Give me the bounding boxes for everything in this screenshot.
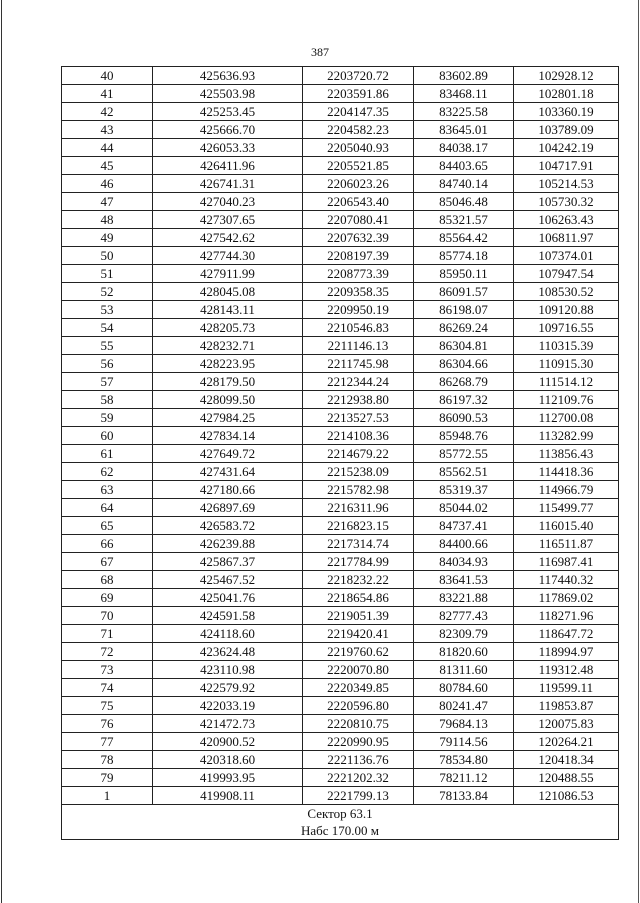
table-body <box>62 67 619 805</box>
x-local-cell: 84740.14 <box>414 175 514 193</box>
y-local-cell: 102928.12 <box>514 67 619 85</box>
y-local-cell: 115499.77 <box>514 499 619 517</box>
y-coord-cell: 2216823.15 <box>303 517 414 535</box>
x-local-cell: 82309.79 <box>414 625 514 643</box>
y-coord-cell: 2217784.99 <box>303 553 414 571</box>
elevation-label: Набс 170.00 м <box>300 823 380 838</box>
y-coord-cell: 2208773.39 <box>303 265 414 283</box>
x-local-cell: 78211.12 <box>414 769 514 787</box>
x-coord-cell: 419908.11 <box>153 787 303 805</box>
x-local-cell: 80241.47 <box>414 697 514 715</box>
y-coord-cell: 2205040.93 <box>303 139 414 157</box>
x-local-cell: 85950.11 <box>414 265 514 283</box>
point-number-cell: 52 <box>62 283 153 301</box>
point-number-cell: 56 <box>62 355 153 373</box>
x-coord-cell: 427180.66 <box>153 481 303 499</box>
x-coord-cell: 427040.23 <box>153 193 303 211</box>
y-coord-cell: 2207080.41 <box>303 211 414 229</box>
point-number-cell: 75 <box>62 697 153 715</box>
y-coord-cell: 2211745.98 <box>303 355 414 373</box>
y-coord-cell: 2209358.35 <box>303 283 414 301</box>
x-local-cell: 86198.07 <box>414 301 514 319</box>
y-local-cell: 114418.36 <box>514 463 619 481</box>
table-row <box>62 445 619 463</box>
point-number-cell: 44 <box>62 139 153 157</box>
x-local-cell: 84737.41 <box>414 517 514 535</box>
y-local-cell: 116015.40 <box>514 517 619 535</box>
table-row <box>62 319 619 337</box>
x-local-cell: 81311.60 <box>414 661 514 679</box>
y-coord-cell: 2213527.53 <box>303 409 414 427</box>
y-coord-cell: 2203591.86 <box>303 85 414 103</box>
y-local-cell: 120418.34 <box>514 751 619 769</box>
point-number-cell: 68 <box>62 571 153 589</box>
y-coord-cell: 2215782.98 <box>303 481 414 499</box>
x-coord-cell: 426897.69 <box>153 499 303 517</box>
point-number-cell: 47 <box>62 193 153 211</box>
x-coord-cell: 427911.99 <box>153 265 303 283</box>
y-local-cell: 107947.54 <box>514 265 619 283</box>
x-local-cell: 86091.57 <box>414 283 514 301</box>
y-local-cell: 117440.32 <box>514 571 619 589</box>
point-number-cell: 62 <box>62 463 153 481</box>
y-coord-cell: 2221202.32 <box>303 769 414 787</box>
x-coord-cell: 423110.98 <box>153 661 303 679</box>
point-number-cell: 43 <box>62 121 153 139</box>
y-coord-cell: 2206543.40 <box>303 193 414 211</box>
y-local-cell: 120488.55 <box>514 769 619 787</box>
y-coord-cell: 2212938.80 <box>303 391 414 409</box>
x-local-cell: 82777.43 <box>414 607 514 625</box>
table-row <box>62 517 619 535</box>
y-local-cell: 102801.18 <box>514 85 619 103</box>
y-coord-cell: 2211146.13 <box>303 337 414 355</box>
y-local-cell: 118271.96 <box>514 607 619 625</box>
table-row <box>62 175 619 193</box>
x-coord-cell: 428099.50 <box>153 391 303 409</box>
x-local-cell: 85772.55 <box>414 445 514 463</box>
point-number-cell: 78 <box>62 751 153 769</box>
y-local-cell: 109120.88 <box>514 301 619 319</box>
x-coord-cell: 421472.73 <box>153 715 303 733</box>
x-coord-cell: 428205.73 <box>153 319 303 337</box>
table-row <box>62 769 619 787</box>
x-local-cell: 85044.02 <box>414 499 514 517</box>
y-local-cell: 116987.41 <box>514 553 619 571</box>
table-row <box>62 463 619 481</box>
table-row <box>62 643 619 661</box>
y-coord-cell: 2218232.22 <box>303 571 414 589</box>
x-coord-cell: 426239.88 <box>153 535 303 553</box>
x-local-cell: 83221.88 <box>414 589 514 607</box>
table-row <box>62 607 619 625</box>
y-local-cell: 118994.97 <box>514 643 619 661</box>
point-number-cell: 65 <box>62 517 153 535</box>
y-local-cell: 120075.83 <box>514 715 619 733</box>
table-row <box>62 625 619 643</box>
y-coord-cell: 2205521.85 <box>303 157 414 175</box>
point-number-cell: 50 <box>62 247 153 265</box>
table-footer-row <box>62 805 619 840</box>
y-local-cell: 103789.09 <box>514 121 619 139</box>
point-number-cell: 55 <box>62 337 153 355</box>
y-local-cell: 108530.52 <box>514 283 619 301</box>
y-local-cell: 121086.53 <box>514 787 619 805</box>
x-coord-cell: 427834.14 <box>153 427 303 445</box>
table-row <box>62 553 619 571</box>
x-coord-cell: 428143.11 <box>153 301 303 319</box>
point-number-cell: 48 <box>62 211 153 229</box>
table-row <box>62 247 619 265</box>
table-row <box>62 301 619 319</box>
point-number-cell: 54 <box>62 319 153 337</box>
y-coord-cell: 2219051.39 <box>303 607 414 625</box>
x-coord-cell: 425253.45 <box>153 103 303 121</box>
y-local-cell: 113282.99 <box>514 427 619 445</box>
x-local-cell: 83468.11 <box>414 85 514 103</box>
y-coord-cell: 2217314.74 <box>303 535 414 553</box>
y-coord-cell: 2203720.72 <box>303 67 414 85</box>
table-row <box>62 157 619 175</box>
table-row <box>62 499 619 517</box>
x-coord-cell: 427542.62 <box>153 229 303 247</box>
table-row <box>62 661 619 679</box>
y-coord-cell: 2215238.09 <box>303 463 414 481</box>
x-local-cell: 83225.58 <box>414 103 514 121</box>
x-local-cell: 84400.66 <box>414 535 514 553</box>
x-coord-cell: 422033.19 <box>153 697 303 715</box>
y-local-cell: 112700.08 <box>514 409 619 427</box>
table-row <box>62 391 619 409</box>
x-coord-cell: 425503.98 <box>153 85 303 103</box>
page-number: 387 <box>311 45 329 59</box>
y-coord-cell: 2220070.80 <box>303 661 414 679</box>
y-coord-cell: 2219760.62 <box>303 643 414 661</box>
x-coord-cell: 427744.30 <box>153 247 303 265</box>
x-local-cell: 86090.53 <box>414 409 514 427</box>
x-local-cell: 86268.79 <box>414 373 514 391</box>
y-local-cell: 111514.12 <box>514 373 619 391</box>
x-coord-cell: 428179.50 <box>153 373 303 391</box>
point-number-cell: 51 <box>62 265 153 283</box>
coordinates-table <box>61 66 619 840</box>
point-number-cell: 46 <box>62 175 153 193</box>
x-coord-cell: 425867.37 <box>153 553 303 571</box>
point-number-cell: 79 <box>62 769 153 787</box>
point-number-cell: 1 <box>62 787 153 805</box>
point-number-cell: 63 <box>62 481 153 499</box>
x-coord-cell: 426053.33 <box>153 139 303 157</box>
x-local-cell: 85948.76 <box>414 427 514 445</box>
y-local-cell: 119599.11 <box>514 679 619 697</box>
point-number-cell: 57 <box>62 373 153 391</box>
y-coord-cell: 2210546.83 <box>303 319 414 337</box>
x-local-cell: 83641.53 <box>414 571 514 589</box>
y-local-cell: 104242.19 <box>514 139 619 157</box>
point-number-cell: 76 <box>62 715 153 733</box>
x-local-cell: 78133.84 <box>414 787 514 805</box>
y-local-cell: 117869.02 <box>514 589 619 607</box>
y-local-cell: 120264.21 <box>514 733 619 751</box>
point-number-cell: 41 <box>62 85 153 103</box>
point-number-cell: 72 <box>62 643 153 661</box>
x-coord-cell: 427984.25 <box>153 409 303 427</box>
y-coord-cell: 2220810.75 <box>303 715 414 733</box>
x-local-cell: 78534.80 <box>414 751 514 769</box>
table-row <box>62 679 619 697</box>
sector-label: Сектор 63.1 <box>307 806 373 821</box>
point-number-cell: 71 <box>62 625 153 643</box>
table-row <box>62 355 619 373</box>
point-number-cell: 74 <box>62 679 153 697</box>
y-local-cell: 110915.30 <box>514 355 619 373</box>
y-local-cell: 118647.72 <box>514 625 619 643</box>
y-coord-cell: 2206023.26 <box>303 175 414 193</box>
point-number-cell: 69 <box>62 589 153 607</box>
table-footer-cell <box>62 805 619 840</box>
x-local-cell: 84038.17 <box>414 139 514 157</box>
x-local-cell: 86269.24 <box>414 319 514 337</box>
y-local-cell: 106263.43 <box>514 211 619 229</box>
y-coord-cell: 2204582.23 <box>303 121 414 139</box>
y-coord-cell: 2216311.96 <box>303 499 414 517</box>
table-row <box>62 211 619 229</box>
table-row <box>62 787 619 805</box>
y-coord-cell: 2221799.13 <box>303 787 414 805</box>
table-row <box>62 265 619 283</box>
x-local-cell: 85774.18 <box>414 247 514 265</box>
table-row <box>62 427 619 445</box>
table-row <box>62 373 619 391</box>
y-coord-cell: 2218654.86 <box>303 589 414 607</box>
x-coord-cell: 424118.60 <box>153 625 303 643</box>
scan-edge-right <box>638 0 639 903</box>
point-number-cell: 70 <box>62 607 153 625</box>
y-local-cell: 110315.39 <box>514 337 619 355</box>
x-local-cell: 85562.51 <box>414 463 514 481</box>
table-row <box>62 751 619 769</box>
x-coord-cell: 425666.70 <box>153 121 303 139</box>
table-row <box>62 283 619 301</box>
x-local-cell: 85564.42 <box>414 229 514 247</box>
x-coord-cell: 420318.60 <box>153 751 303 769</box>
y-coord-cell: 2219420.41 <box>303 625 414 643</box>
y-local-cell: 105214.53 <box>514 175 619 193</box>
x-coord-cell: 428045.08 <box>153 283 303 301</box>
point-number-cell: 73 <box>62 661 153 679</box>
table-row <box>62 139 619 157</box>
x-coord-cell: 427307.65 <box>153 211 303 229</box>
table-row <box>62 409 619 427</box>
y-local-cell: 105730.32 <box>514 193 619 211</box>
y-local-cell: 104717.91 <box>514 157 619 175</box>
x-coord-cell: 423624.48 <box>153 643 303 661</box>
x-local-cell: 85321.57 <box>414 211 514 229</box>
x-coord-cell: 426741.31 <box>153 175 303 193</box>
y-local-cell: 114966.79 <box>514 481 619 499</box>
table-row <box>62 85 619 103</box>
point-number-cell: 61 <box>62 445 153 463</box>
x-local-cell: 83645.01 <box>414 121 514 139</box>
y-local-cell: 109716.55 <box>514 319 619 337</box>
table-row <box>62 589 619 607</box>
x-local-cell: 86304.81 <box>414 337 514 355</box>
table-row <box>62 733 619 751</box>
x-coord-cell: 425636.93 <box>153 67 303 85</box>
point-number-cell: 40 <box>62 67 153 85</box>
table-row <box>62 481 619 499</box>
scan-edge-left <box>1 0 2 903</box>
y-coord-cell: 2214108.36 <box>303 427 414 445</box>
x-local-cell: 85319.37 <box>414 481 514 499</box>
x-coord-cell: 420900.52 <box>153 733 303 751</box>
point-number-cell: 49 <box>62 229 153 247</box>
x-coord-cell: 426583.72 <box>153 517 303 535</box>
y-coord-cell: 2220349.85 <box>303 679 414 697</box>
table-row <box>62 229 619 247</box>
y-coord-cell: 2220596.80 <box>303 697 414 715</box>
y-coord-cell: 2214679.22 <box>303 445 414 463</box>
y-local-cell: 116511.87 <box>514 535 619 553</box>
y-coord-cell: 2208197.39 <box>303 247 414 265</box>
point-number-cell: 60 <box>62 427 153 445</box>
point-number-cell: 66 <box>62 535 153 553</box>
x-local-cell: 79114.56 <box>414 733 514 751</box>
point-number-cell: 42 <box>62 103 153 121</box>
y-coord-cell: 2212344.24 <box>303 373 414 391</box>
y-local-cell: 113856.43 <box>514 445 619 463</box>
table-row <box>62 697 619 715</box>
y-local-cell: 107374.01 <box>514 247 619 265</box>
y-local-cell: 103360.19 <box>514 103 619 121</box>
x-coord-cell: 419993.95 <box>153 769 303 787</box>
table-row <box>62 535 619 553</box>
x-local-cell: 81820.60 <box>414 643 514 661</box>
x-coord-cell: 424591.58 <box>153 607 303 625</box>
x-coord-cell: 428232.71 <box>153 337 303 355</box>
x-local-cell: 84403.65 <box>414 157 514 175</box>
x-coord-cell: 422579.92 <box>153 679 303 697</box>
point-number-cell: 77 <box>62 733 153 751</box>
point-number-cell: 59 <box>62 409 153 427</box>
y-local-cell: 106811.97 <box>514 229 619 247</box>
table-row <box>62 337 619 355</box>
x-local-cell: 80784.60 <box>414 679 514 697</box>
x-coord-cell: 427431.64 <box>153 463 303 481</box>
y-coord-cell: 2220990.95 <box>303 733 414 751</box>
x-local-cell: 84034.93 <box>414 553 514 571</box>
x-coord-cell: 426411.96 <box>153 157 303 175</box>
y-coord-cell: 2221136.76 <box>303 751 414 769</box>
y-local-cell: 119853.87 <box>514 697 619 715</box>
table-row <box>62 121 619 139</box>
table-row <box>62 67 619 85</box>
x-local-cell: 83602.89 <box>414 67 514 85</box>
x-local-cell: 86304.66 <box>414 355 514 373</box>
point-number-cell: 58 <box>62 391 153 409</box>
table-row <box>62 571 619 589</box>
point-number-cell: 53 <box>62 301 153 319</box>
point-number-cell: 64 <box>62 499 153 517</box>
x-local-cell: 85046.48 <box>414 193 514 211</box>
y-coord-cell: 2207632.39 <box>303 229 414 247</box>
x-local-cell: 86197.32 <box>414 391 514 409</box>
y-coord-cell: 2209950.19 <box>303 301 414 319</box>
point-number-cell: 45 <box>62 157 153 175</box>
point-number-cell: 67 <box>62 553 153 571</box>
y-local-cell: 112109.76 <box>514 391 619 409</box>
table-row <box>62 715 619 733</box>
x-coord-cell: 427649.72 <box>153 445 303 463</box>
x-local-cell: 79684.13 <box>414 715 514 733</box>
y-local-cell: 119312.48 <box>514 661 619 679</box>
x-coord-cell: 425041.76 <box>153 589 303 607</box>
x-coord-cell: 425467.52 <box>153 571 303 589</box>
table-row <box>62 193 619 211</box>
x-coord-cell: 428223.95 <box>153 355 303 373</box>
y-coord-cell: 2204147.35 <box>303 103 414 121</box>
table-row <box>62 103 619 121</box>
